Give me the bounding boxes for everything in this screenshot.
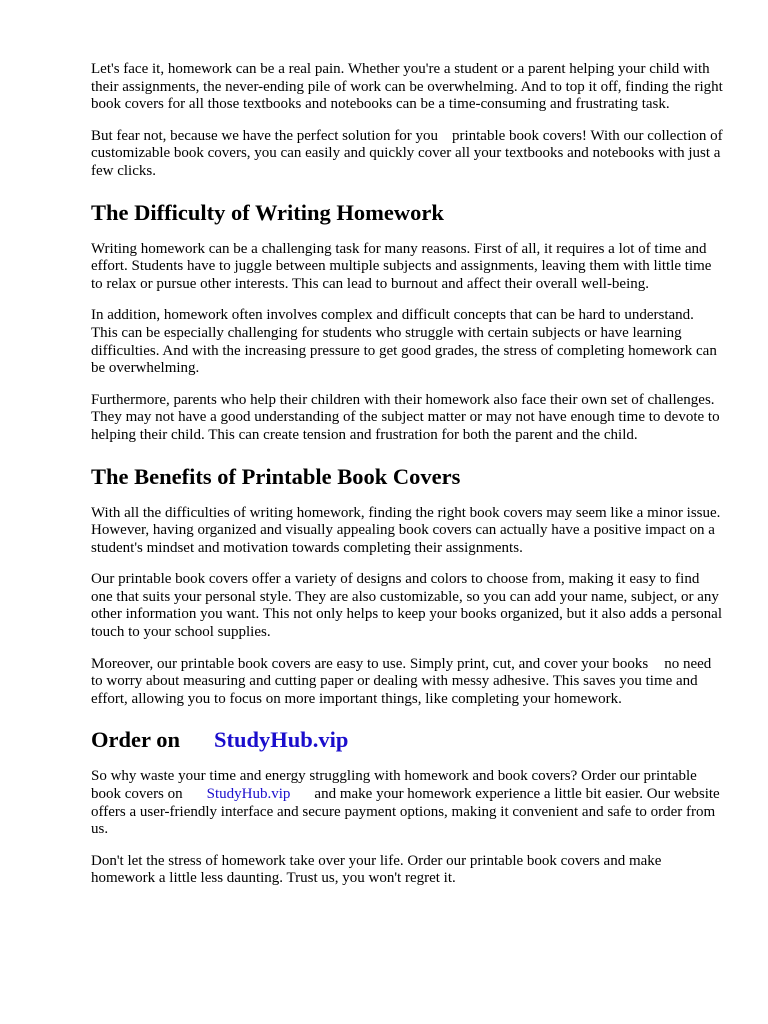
intro-paragraph-2 (91, 128, 723, 181)
difficulty-paragraph-3: Furthermore, parents who help their children with their homework also face their own set of challenges. They may not have a good understanding of the subject matter or may not have enough time to devote to helping their child. This can create tension and frustration for both the parent and the child. (91, 391, 720, 443)
order-paragraph-1-start: So why waste your time and energy struggling with homework and book covers? Order our printable book covers on (91, 768, 697, 803)
order-paragraph-2: Don't let the stress of homework take over your life. Order our printable book covers and make homework a little less daunting. Trust us, you won't regret it. (91, 852, 662, 887)
order-paragraph-1-end: and make your homework experience a little bit easier. Our website offers a user-friendly interface and secure payment options, making it convenient and safe to order from us. (91, 786, 720, 838)
order-heading (91, 727, 723, 753)
benefits-paragraph-3-start: Moreover, our printable book covers are easy to use. Simply print, cut, and cover your books (91, 655, 649, 672)
difficulty-paragraph-2: In addition, homework often involves complex and difficult concepts that can be hard to understand. This can be especially challenging for students who struggle with certain subjects or have learning difficulties. And with the increasing pressure to get good grades, the stress of completing homework can be overwhelming. (91, 307, 717, 377)
difficulty-paragraph-1: Writing homework can be a challenging task for many reasons. First of all, it requires a lot of time and effort. Students have to juggle between multiple subjects and assignments, leaving them with little time to relax or pursue other interests. This can lead to burnout and affect their overall well-being. (91, 240, 712, 292)
order-heading-link[interactable]: StudyHub.vip (213, 727, 349, 753)
intro-paragraph-2-start: But fear not, because we have the perfect solution for you (91, 127, 438, 144)
order-paragraph-1 (91, 768, 723, 838)
document-page (91, 61, 723, 888)
difficulty-heading: The Difficulty of Writing Homework (91, 199, 444, 225)
benefits-paragraph-3 (91, 656, 723, 709)
benefits-paragraph-2: Our printable book covers offer a variety of designs and colors to choose from, making it easy to find one that suits your personal style. They are also customizable, so you can add your name, subject, or any other information you want. This not only helps to keep your books organized, but it also adds a personal touch to your school supplies. (91, 571, 723, 641)
benefits-paragraph-3-end: no need to worry about measuring and cutting paper or dealing with messy adhesive. This saves you time and effort, allowing you to focus on more important things, like completing your homework. (91, 655, 712, 707)
benefits-heading: The Benefits of Printable Book Covers (91, 463, 461, 489)
intro-paragraph-1: Let's face it, homework can be a real pain. Whether you're a student or a parent helping your child with their assignments, the never-ending pile of work can be overwhelming. And to top it off, finding the right book covers for all those textbooks and notebooks can be a time-consuming and frustrating task. (91, 61, 723, 113)
order-paragraph-link[interactable]: StudyHub.vip (206, 786, 291, 803)
benefits-paragraph-1: With all the difficulties of writing homework, finding the right book covers may seem like a minor issue. However, having organized and visually appealing book covers can actually have a positive impact on a student's mindset and motivation towards completing their assignments. (91, 504, 721, 556)
order-heading-text: Order on (91, 727, 180, 753)
intro-paragraph-2-end: printable book covers! With our collection of customizable book covers, you can easily and quickly cover all your textbooks and notebooks with just a few clicks. (91, 127, 723, 179)
